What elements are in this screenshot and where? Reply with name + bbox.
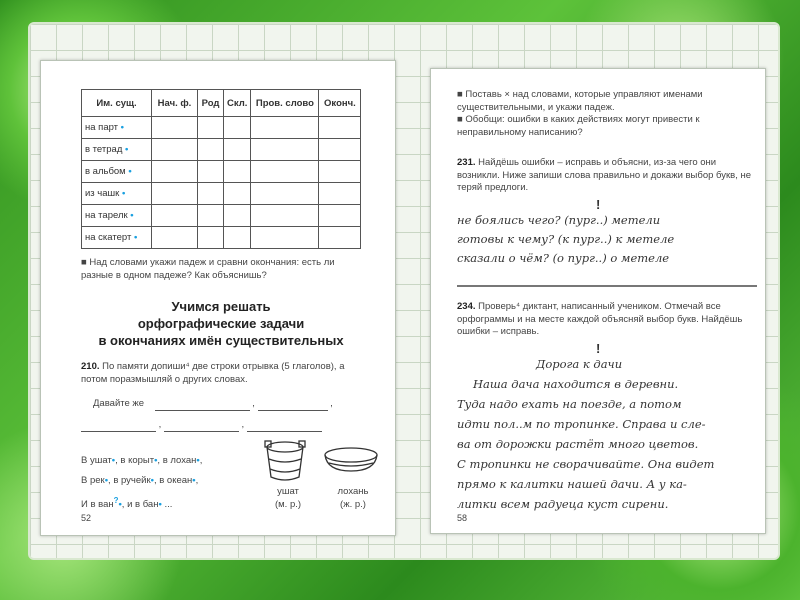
cell[interactable]: [319, 205, 361, 227]
col-header: Оконч.: [319, 90, 361, 117]
cell[interactable]: [198, 117, 224, 139]
noun: на парт: [85, 122, 119, 133]
blank[interactable]: [81, 422, 156, 432]
heading-line: Учимся решать: [171, 299, 271, 314]
noun: из чашк: [85, 188, 120, 199]
cell[interactable]: [251, 117, 319, 139]
section-heading: [71, 298, 371, 349]
blank[interactable]: [155, 401, 250, 411]
cell[interactable]: [224, 161, 251, 183]
cell[interactable]: [152, 161, 198, 183]
lokhan-icon: [325, 448, 377, 471]
table-row: в тетрад •: [82, 139, 361, 161]
cell[interactable]: [152, 183, 198, 205]
handwritten-231: не боялись чего? (пург..) метели готовы к чему? (к пург..) к метеле сказали о чём? (о пург..) о метеле: [457, 213, 675, 265]
verse: В ушат•, в корыт•, в лохан•, В рек•, в ручейк•, в океан•, И в ван?•, и в бан• ...: [81, 455, 203, 511]
noun: на скатерт: [85, 232, 132, 243]
cell[interactable]: [319, 161, 361, 183]
noun: в альбом: [85, 166, 126, 177]
bullet-1: ■ Поставь × над словами, которые управляют именами существительными, и укажи падеж.: [457, 89, 703, 113]
cell[interactable]: [152, 205, 198, 227]
cell[interactable]: [198, 139, 224, 161]
fill-line-1: Давайте же , ,: [93, 398, 333, 409]
cell[interactable]: [251, 183, 319, 205]
cell[interactable]: [198, 227, 224, 249]
dictation-title: Дорога к дачи: [536, 357, 623, 371]
label-lokhan: лохань (ж. р.): [337, 486, 369, 510]
noun-table: [81, 89, 361, 249]
right-page: [430, 68, 766, 534]
table-row: на тарелк •: [82, 205, 361, 227]
cell[interactable]: [251, 161, 319, 183]
cell[interactable]: [152, 117, 198, 139]
ushat-icon: [265, 441, 305, 480]
cell[interactable]: [152, 227, 198, 249]
cell[interactable]: [224, 205, 251, 227]
cell[interactable]: [319, 227, 361, 249]
col-header: Род: [198, 90, 224, 117]
col-header: Нач. ф.: [152, 90, 198, 117]
verse-start: Давайте же: [93, 398, 145, 409]
cell[interactable]: [319, 139, 361, 161]
page-number: 58: [457, 513, 468, 523]
heading-line: орфографические задачи: [137, 316, 305, 331]
cell[interactable]: [319, 183, 361, 205]
cell[interactable]: [251, 227, 319, 249]
heading-line: в окончаниях имён существительных: [98, 333, 344, 348]
cell[interactable]: [224, 139, 251, 161]
blank[interactable]: [258, 401, 328, 411]
cell[interactable]: [152, 139, 198, 161]
cell[interactable]: [198, 205, 224, 227]
left-page: [40, 60, 396, 536]
col-header: Скл.: [224, 90, 251, 117]
cell[interactable]: [251, 205, 319, 227]
dictation-text: Наша дача находится в деревни. Туда надо ехать на поезде, а потом идти пол..м по тропинке. Справа и сле- ва от дорожки растёт много цветов. С тропинки не сворачивайте. Она видет прямо к калитки нашей дачи. А у ка- литки всем радуеца куст сирени.: [457, 377, 715, 511]
bullet-2: ■ Обобщи: ошибки в каких действиях могут привести к неправильному написанию?: [457, 114, 700, 138]
table-row: на парт •: [82, 117, 361, 139]
cell[interactable]: [224, 183, 251, 205]
task-note: ■ Над словами укажи падеж и сравни окончания: есть ли разные в одном падеже? Как объяснишь?: [81, 257, 335, 281]
table-row: из чашк •: [82, 183, 361, 205]
exercise-234: 234. Проверь⁴ диктант, написанный учеником. Отмечай все орфограммы и на месте каждой объясняй выбор букв. Найдёшь ошибки – исправь.: [457, 301, 743, 337]
cell[interactable]: [198, 161, 224, 183]
col-header: Пров. слово: [251, 90, 319, 117]
noun: на тарелк: [85, 210, 128, 221]
attention-mark: !: [596, 197, 601, 212]
table-row: на скатерт •: [82, 227, 361, 249]
tub-illustrations: [263, 439, 383, 484]
cell[interactable]: [319, 117, 361, 139]
divider: [457, 285, 757, 287]
label-ushat: ушат (м. р.): [274, 486, 302, 510]
table-row: в альбом •: [82, 161, 361, 183]
cell[interactable]: [251, 139, 319, 161]
blank[interactable]: [247, 422, 322, 432]
cell[interactable]: [224, 117, 251, 139]
exercise-number: 210.: [81, 361, 100, 372]
cell[interactable]: [198, 183, 224, 205]
attention-mark: !: [596, 341, 601, 356]
fill-line-2: , ,: [81, 419, 322, 432]
page-number: 52: [81, 513, 92, 523]
noun: в тетрад: [85, 144, 123, 155]
blank[interactable]: [164, 422, 239, 432]
col-header: Им. сущ.: [82, 90, 152, 117]
exercise-text: По памяти допиши⁴ две строки отрывка (5 глаголов), а потом поразмышляй о других словах.: [81, 361, 345, 385]
exercise-210: [81, 361, 366, 386]
exercise-231: 231. Найдёшь ошибки – исправь и объясни, из-за чего они возникли. Ниже запиши слова правильно и докажи выбор букв, не теряй предлоги.: [457, 157, 752, 193]
cell[interactable]: [224, 227, 251, 249]
